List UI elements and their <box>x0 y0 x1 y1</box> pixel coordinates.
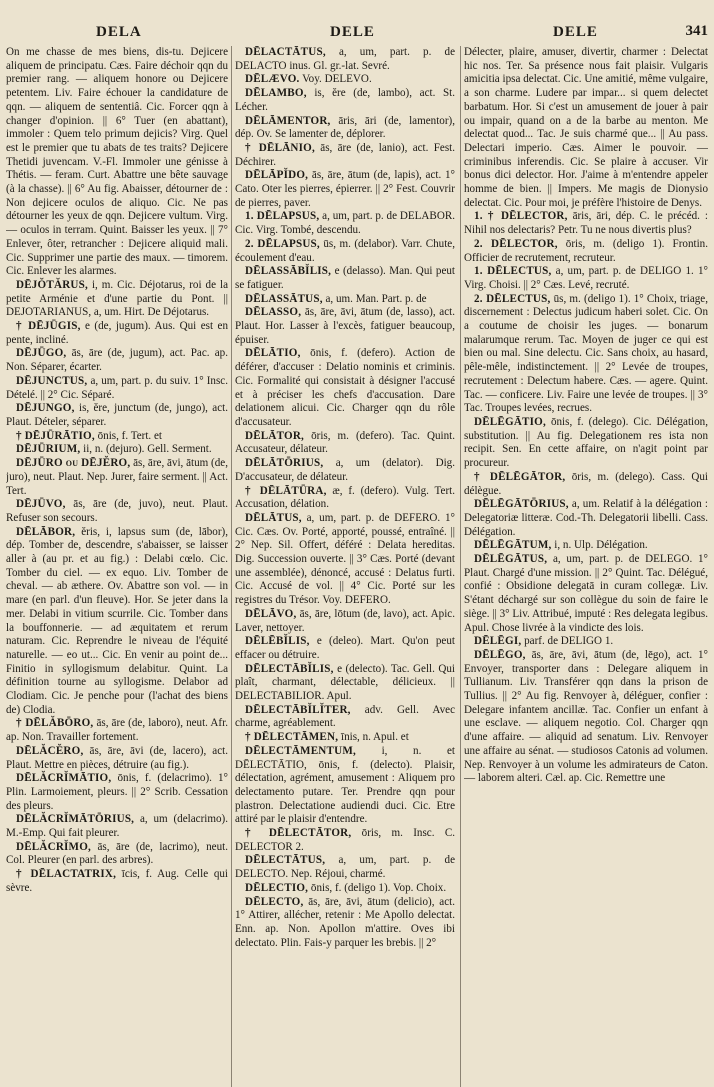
entry-headword: DĒLECTĀTUS, <box>245 854 326 867</box>
entry-text: On me chasse de mes biens, dis-tu. Dejicere aliquem de principatu. Cæs. Faire déchoir qqn du premier rang. — aliquem honore ou Dejicere petentem. Liv. Faire échouer la candidature de qqn. — aliquem de sententiâ. Cic. Forcer qqn à changer d'opinion. || 6° Tuer (en abattant), immoler : Quem telo primum dejicis? Virg. Quel est le premier que tu abats de tes traits? Dejicere Thetidi juvencam. V.-Fl. Immoler une génisse à Thétis. — feram. Curt. Abattre une bête sauvage (à la chasse). || 6° Au fig. Abaisser, détourner de : Non dejicere oculos de aliquo. Cic. Ne pas détourner les yeux de qqn. Dejicere vultum. Virg. — oculos in terram. Quint. Baisser les yeux. || 7° Enlever, ôter, retrancher : Dejicere aliquid mali. Cic. Supprimer une partie des maux. — timorem. Cic. Enlever les alarmes. <box>6 46 228 278</box>
entry-headword: DĒLĂCRĬMĀTIO, <box>16 772 112 785</box>
entry-text: ās, āre (de, juvo), neut. Plaut. Refuser son secours. <box>6 498 228 524</box>
dictionary-entry <box>235 608 455 635</box>
entry-headword: † DĒLECTĀTOR, <box>245 827 352 840</box>
entry-headword: DĒLĀTŌRIUS, <box>245 457 324 470</box>
dictionary-entry <box>235 635 455 662</box>
column-1 <box>6 46 228 1087</box>
entry-text: a, um, part. p. de DELIGO 1. 1° Virg. Choisi. || 2° Cæs. Levé, recruté. <box>464 265 708 291</box>
dictionary-entry <box>235 87 455 114</box>
header-right-guideword: DELE <box>553 24 598 40</box>
entry-headword: DĒLECTO, <box>245 895 304 908</box>
dictionary-entry <box>6 841 228 868</box>
entry-text: a, um, part. p. de DELEGO. 1° Plaut. Chargé d'une mission. || 2° Quint. Tac. Délégué, confié : Obsidione delegatā in curam collegæ. Liv. S'étant déchargé sur son collègue du soin de faire le siège. || 3° Liv. Attribué, imputé : Res delegata legibus. Apul. Chose livrée à la vindicte des lois. <box>464 553 708 634</box>
entry-headword: DĒJŪRIUM, <box>16 443 81 456</box>
entry-headword: † DĒJŪGIS, <box>16 320 81 333</box>
dictionary-entry <box>464 553 708 635</box>
entry-text: e (delasso). Man. Qui peut se fatiguer. <box>235 265 455 291</box>
entry-text: i, m. Cic. Déjotarus, roi de la petite Arménie et d'une partie du Pont. || DEJOTARIANUS, a, um. Hirt. De Déjotarus. <box>6 278 228 319</box>
dictionary-entry <box>6 772 228 813</box>
entry-headword: DĒLĒGĀTIO, <box>474 415 546 428</box>
dictionary-entry <box>464 238 708 265</box>
entry-text: e (de, jugum). Aus. Qui est en pente, incliné. <box>6 320 228 346</box>
entry-text: a, um, part. p. de DEFERO. 1° Cic. Cæs. Ov. Porté, apporté, poussé, entraîné. || 2° Nep. Sil. Offert, déféré : Delata hereditas. Dig. Succession ouverte. || 3° Cæs. Porté (devant une assemblée), dénoncé, accusé : Delatus furti. Cic. Accusé de vol. || 4° Cic. Porté sur les registres du Trésor. Voy. DEFERO. <box>235 511 455 607</box>
entry-headword: † DĒLĂBŌRO, <box>16 717 94 730</box>
dictionary-entry <box>464 539 708 553</box>
entry-text: ōnis, f. Tert. et <box>94 429 162 442</box>
dictionary-entry <box>235 827 455 854</box>
dictionary-entry <box>235 731 455 745</box>
dictionary-entry <box>6 868 228 895</box>
entry-text: ii, n. (dejuro). Gell. Serment. <box>80 443 212 456</box>
entry-text: a, um. Man. Part. p. de <box>322 292 427 305</box>
dictionary-entry <box>6 457 228 498</box>
entry-headword: DĒLECTĀBĬLĬTER, <box>245 703 351 716</box>
entry-headword: DĒLASSO, <box>245 306 302 319</box>
dictionary-entry <box>235 169 455 210</box>
dictionary-entry <box>235 485 455 512</box>
dictionary-entry <box>6 320 228 347</box>
entry-headword: DĒLĒGO, <box>474 648 526 661</box>
entry-headword: DĒLĀBOR, <box>16 525 76 538</box>
entry-headword: DĒLĀTIO, <box>245 347 301 360</box>
entry-headword: 2. DĒLECTUS, <box>474 292 551 305</box>
entry-text: a, um (delacrimo). M.-Emp. Qui fait pleurer. <box>6 813 228 840</box>
entry-headword: 2. DĒLECTOR, <box>474 237 558 250</box>
dictionary-entry <box>6 498 228 525</box>
dictionary-entry <box>235 293 455 307</box>
entry-headword: DĒLAMBO, <box>245 87 307 100</box>
dictionary-entry <box>6 443 228 457</box>
entry-text: ōris, m. (deligo 1). Frontin. Officier de recrutement, recruteur. <box>464 237 708 264</box>
entry-text: ās, āre, āvi, ātum (de, juro), neut. Plaut. Nep. Jurer, faire serment. || Act. Tert. <box>6 457 228 497</box>
dictionary-entry <box>6 430 228 444</box>
dictionary-entry <box>235 238 455 265</box>
entry-text: ās, āre, lōtum (de, lavo), act. Apic. Laver, nettoyer. <box>235 607 455 634</box>
dictionary-entry <box>235 854 455 881</box>
entry-text: ās, āre (de, laboro), neut. Afr. ap. Non. Travailler fortement. <box>6 717 228 744</box>
dictionary-entry <box>235 896 455 951</box>
entry-headword: DĒJŪGO, <box>16 347 67 360</box>
entry-headword: DĒLECTIO, <box>245 881 309 894</box>
entry-headword: † DĒJŪRĀTIO, <box>16 429 95 442</box>
entry-headword: DĒLECTĀBĬLIS, <box>245 662 334 675</box>
entry-headword: † DĒLACTATRIX, <box>16 868 117 881</box>
entry-text: a, um, part. p. de DELECTO. Nep. Réjoui, charmé. <box>235 854 455 881</box>
entry-headword: DĒLACTĀTUS, <box>245 46 326 58</box>
entry-text: is, ĕre (de, lambo), act. St. Lécher. <box>235 87 455 113</box>
entry-headword: 1. DĒLECTUS, <box>474 265 552 278</box>
entry-headword: 1. DĒLAPSUS, <box>245 210 320 223</box>
entry-headword: † DĒLĒGĀTOR, <box>474 470 566 483</box>
entry-headword: DĒLĒGĀTUS, <box>474 553 548 566</box>
entry-headword: DĒLĀTUS, <box>245 511 302 524</box>
entry-headword: DĒLĀVO, <box>245 607 297 620</box>
entry-headword: DĒLECTĀMENTUM, <box>245 744 356 757</box>
dictionary-entry <box>6 375 228 402</box>
dictionary-entry <box>235 142 455 169</box>
entry-headword: DĒLASSĀTUS, <box>245 292 323 305</box>
dictionary-entry <box>235 115 455 142</box>
dictionary-entry <box>6 279 228 320</box>
dictionary-entry <box>464 265 708 292</box>
entry-headword: DĒLASSĀBĬLIS, <box>245 265 332 278</box>
entry-text: a, um, part. p. de DELABOR. Cic. Virg. Tombé, descendu. <box>235 210 455 237</box>
dictionary-entry <box>464 649 708 786</box>
page-number: 341 <box>685 23 708 39</box>
entry-text: ās, āre, āvi, ātum (de, lasso), act. Plaut. Hor. Lasser à l'excès, fatiguer beaucoup, épuiser. <box>235 306 455 346</box>
dictionary-entry <box>464 471 708 498</box>
dictionary-entry <box>235 347 455 429</box>
entry-text: ās, āre (de, lacrimo), neut. Col. Pleurer (en parl. des arbres). <box>6 840 228 867</box>
dictionary-entry <box>235 745 455 827</box>
entry-text: i, n. et DĒLECTĀTIO, ōnis, f. (delecto). Plaisir, délectation, agrément, amusement : Aliquem pro delectamento putare. Ter. Prendre qqn pour plastron. Delectatione audiendi duci. Cic. Etre attiré par le plaisir d'entendre. <box>235 744 455 826</box>
header-left-guideword: DELA <box>96 24 142 40</box>
entry-headword: DĒJŎTĂRUS, <box>16 278 88 291</box>
entry-text: is, ĕre, junctum (de, jungo), act. Plaut. Dételer, séparer. <box>6 402 228 428</box>
running-header <box>0 0 714 46</box>
entry-headword: DĒJŪRO ou DĒJĔRO, <box>16 457 131 470</box>
entry-text: ās, āre, āvi, ātum (delicio), act. 1° Attirer, allécher, retenir : Me Apollo delectat. Enn. ap. Non. Apollon m'attire. Oves ibi delectato. Plin. Fais-y parquer les brebis. || 2° <box>235 895 455 949</box>
entry-headword: † DĒLĀNIO, <box>245 141 315 154</box>
entry-headword: DĒLĒGĀTŌRIUS, <box>474 498 569 511</box>
dictionary-entry <box>235 265 455 292</box>
dictionary-entry <box>6 46 228 279</box>
entry-text: āris, āri, dép. C. le précéd. : Nihil nos delectaris? Petr. Tu ne nous divertis plus? <box>464 210 708 237</box>
entry-text: adv. Gell. Avec charme, agréablement. <box>235 703 455 730</box>
dictionary-entry <box>235 46 455 73</box>
dictionary-entry <box>464 498 708 539</box>
entry-text: ās, āre (de, lanio), act. Fest. Déchirer. <box>235 141 455 168</box>
dictionary-entry <box>6 813 228 840</box>
column-3 <box>464 46 708 1087</box>
entry-text: ōnis, f. (defero). Action de déférer, d'accuser : Delatio nominis et criminis. Cic. Formalité qui consistait à désigner l'accusé et à préciser les chefs d'accusation. Dare delationem alicui. Cic. Charger qqn du rôle d'accusateur. <box>235 347 455 428</box>
dictionary-entry <box>464 210 708 237</box>
entry-text: ās, āre, ātum (de, lapis), act. 1° Cato. Oter les pierres, épierrer. || 2° Fest. Couvrir de pierres, paver. <box>235 169 455 209</box>
column-2 <box>235 46 455 1087</box>
entry-headword: DĒLĀMENTOR, <box>245 114 331 127</box>
entry-text: ōnis, f. (delacrimo). 1° Plin. Larmoiement, pleurs. || 2° Scrib. Cessation des pleurs. <box>6 772 228 812</box>
entry-text: āris, āri (de, lamentor), dép. Ov. Se lamenter de, déplorer. <box>235 114 455 141</box>
entry-text: e (delecto). Tac. Gell. Qui plaît, charmant, délectable, délicieux. || DELECTABILIOR. Apul. <box>235 662 455 703</box>
entry-text: ās, āre (de, jugum), act. Pac. ap. Non. Séparer, écarter. <box>6 347 228 374</box>
entry-headword: DĒLĒGI, <box>474 635 522 648</box>
dictionary-entry <box>235 210 455 237</box>
entry-text: a, um (delator). Dig. D'accusateur, de délateur. <box>235 457 455 483</box>
dictionary-entry <box>6 402 228 429</box>
entry-headword: DĒLĒGĀTUM, <box>474 539 552 552</box>
dictionary-entry <box>464 635 708 649</box>
dictionary-entry <box>6 526 228 718</box>
entry-headword: DĒJUNGO, <box>16 402 75 415</box>
entry-headword: DĒJŪVO, <box>16 498 66 511</box>
entry-headword: DĒLĂCĔRO, <box>16 744 84 757</box>
dictionary-entry <box>235 704 455 731</box>
entry-text: a, um, part. p. de DELACTO inus. Gl. gr.-lat. Sevré. <box>235 46 455 72</box>
dictionary-entry <box>235 882 455 896</box>
columns <box>6 46 708 1087</box>
entry-text: īnis, n. Apul. et <box>338 731 409 744</box>
entry-headword: † DĒLĀTŪRA, <box>245 484 327 497</box>
entry-text: Délecter, plaire, amuser, divertir, charmer : Delectat hic nos. Ter. Sa présence nous fait plaisir. Vulgaris amicitia ipsa delectat. Cic. Une amitié, même vulgaire, a son charme. Ludere par impar... si quem delectet barbatum. Hor. Si c'est un amusement de jouer à pair ou impair, quand on a de la barbe au menton. Me delectat quod... Tac. Je suis charmé que... || Au pass. Delectari imperio. Cæs. Aimer le pouvoir. — criminibus inferendis. Cic. Se plaire à accuser. Vir bonus dici delector. Hor. J'aime à m'entendre appeler homme de bien. || Impers. Me magis de Dionysio delectat. Cic. Pour moi, je préfère l'histoire de Denys. <box>464 46 708 209</box>
entry-headword: DĒLĒBĬLIS, <box>245 635 310 648</box>
entry-text: Voy. DELEVO. <box>299 73 372 86</box>
entry-text: i, n. Ulp. Délégation. <box>551 539 648 552</box>
entry-text: e (deleo). Mart. Qu'on peut effacer ou détruire. <box>235 635 455 661</box>
entry-text: ūs, m. (delabor). Varr. Chute, écoulement d'eau. <box>235 237 455 264</box>
entry-text: ōnis, f. (deligo 1). Vop. Choix. <box>308 881 447 894</box>
entry-headword: 1. † DĒLECTOR, <box>474 210 568 223</box>
entry-headword: DĒLÆVO. <box>245 73 300 86</box>
entry-text: a, um, part. p. du suiv. 1° Insc. Dételé. || 2° Cic. Séparé. <box>6 374 228 401</box>
entry-headword: DĒLĂCRĬMO, <box>16 840 92 853</box>
dictionary-entry <box>6 745 228 772</box>
entry-headword: DĒLĂCRĬMĀTŌRIUS, <box>16 813 135 826</box>
dictionary-entry <box>464 293 708 416</box>
entry-text: ōris, m. (delego). Cass. Qui délègue. <box>464 470 708 497</box>
dictionary-entry <box>235 73 455 87</box>
entry-text: ās, āre, āvi (de, lacero), act. Plaut. Mettre en pièces, détruire (au fig.). <box>6 744 228 771</box>
dictionary-entry <box>235 457 455 484</box>
dictionary-entry <box>464 416 708 471</box>
entry-headword: 2. DĒLAPSUS, <box>245 237 320 250</box>
entry-headword: DĒLĀPĬDO, <box>245 169 309 182</box>
entry-headword: DĒJUNCTUS, <box>16 374 88 387</box>
entry-text: æ, f. (defero). Vulg. Tert. Accusation, délation. <box>235 484 455 511</box>
entry-text: ĕris, i, lapsus sum (de, lābor), dép. Tomber de, descendre, s'abaisser, se laisser aller à (au pr. et au fig.) : Delabi cœlo. Cic. Tomber du ciel. — ex equo. Liv. Tomber de cheval. — ab æthere. Ov. Abattre son vol. — in mare (en parl. d'un fleuve). Hor. Se jeter dans la mer. Delabi in vitium scurrile. Cic. Tomber dans la bouffonnerie. — ad æquitatem et rerum naturam. Cic. Reprendre le niveau de l'équité naturelle. — eo ut... Cic. En venir au point de... Finitio in syllogismum delabitur. Quint. La définition tourne au syllogisme. Delabor ad Clodiam. Cic. Je penche pour (l'achat des biens de) Clodia. <box>6 525 228 716</box>
dictionary-entry <box>235 512 455 608</box>
dictionary-entry <box>464 46 708 210</box>
entry-text: ōris, m. (defero). Tac. Quint. Accusateur, délateur. <box>235 429 455 456</box>
entry-text: ūs, m. (deligo 1). 1° Choix, triage, discernement : Delectus judicum haberi solet. Cic. On a coutume de choisir les juges. — bonarum malarumque rerum. Tac. Moyen de juger ce qui est bien ou mal. Sine delectu. Cic. Sans choix, au hasard, pêle-mêle, indistinctement. || 2° Levée de troupes, recrutement : Delectum habere. Cæs. — agere. Quint. Tac. — conficere. Liv. Faire une levée de troupes. || 3° Tac. Troupes levées, recrues. <box>464 292 708 415</box>
entry-text: parf. de DELIGO 1. <box>521 635 614 648</box>
header-center-guideword: DELE <box>330 24 375 40</box>
entry-text: a, um. Relatif à la délégation : Delegatoriæ litteræ. Cod.-Th. Delegatorii libelli. Cass. Délégation. <box>464 498 708 538</box>
dictionary-entry <box>235 663 455 704</box>
entry-headword: † DĒLECTĀMEN, <box>245 731 339 744</box>
entry-headword: DĒLĀTOR, <box>245 429 305 442</box>
entry-text: ās, āre, āvi, ātum (de, lēgo), act. 1° Envoyer, transporter dans : Delegare aliquem in Tullianum. Liv. Transférer qqn dans la prison de Tullius. || 2° Au fig. Renvoyer à, déléguer, confier : Delegare infantem ancillæ. Tac. Confier un enfant à une esclave. — aliquem negotio. Col. Charger qqn d'une affaire. — aliquid ad senatum. Liv. Renvoyer une affaire au sénat. — studiosos Catonis ad volumen. Nep. Renvoyer à un volume les admirateurs de Caton. — laborem alteri. Cæl. ap. Cic. Remettre une <box>464 648 708 785</box>
dictionary-entry <box>235 306 455 347</box>
dictionary-entry <box>6 717 228 744</box>
dictionary-entry <box>6 347 228 374</box>
entry-text: īcis, f. Aug. Celle qui sèvre. <box>6 868 228 894</box>
entry-text: ōnis, f. (delego). Cic. Délégation, substitution. || Au fig. Delegationem res ista non recipit. Sen. En cette affaire, on n'agit point par procureur. <box>464 415 708 470</box>
entry-text: ōris, m. Insc. C. DELECTOR 2. <box>235 827 455 853</box>
dictionary-entry <box>235 430 455 457</box>
